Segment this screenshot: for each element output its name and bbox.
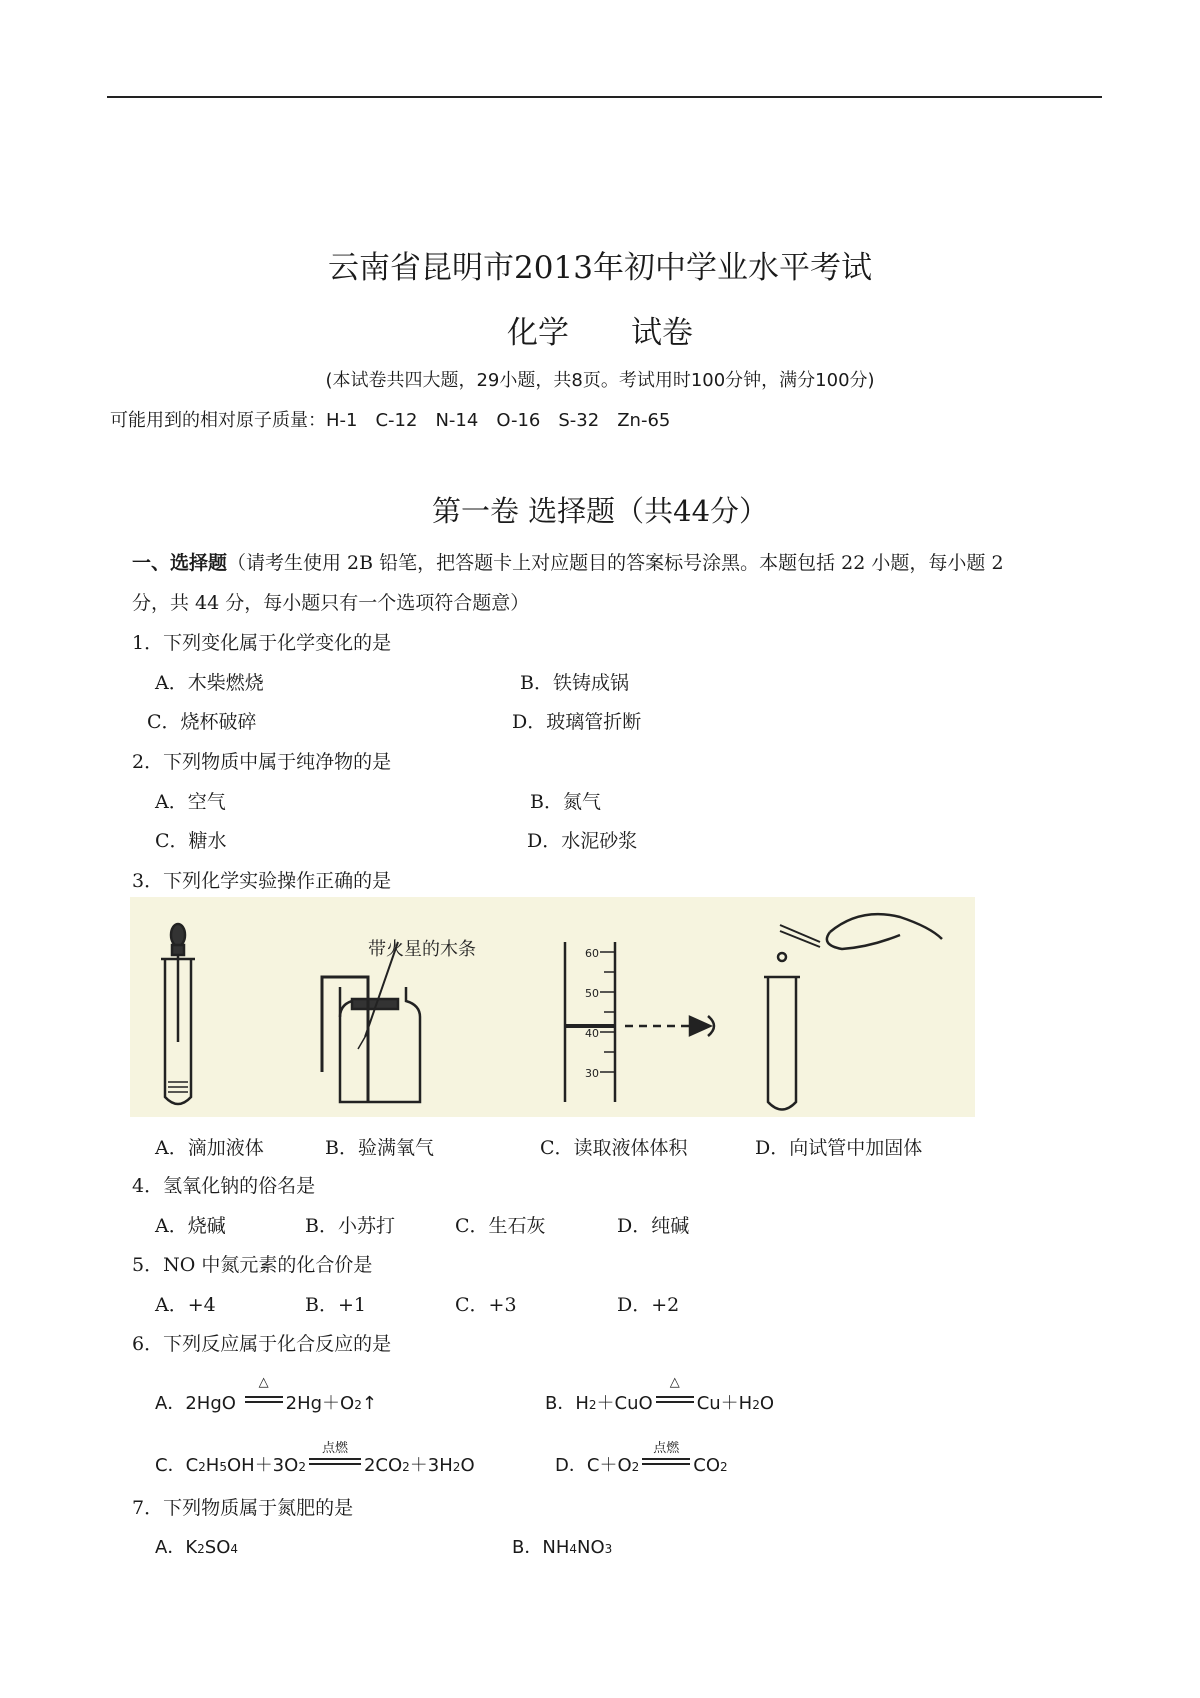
q1-option-b: B．铁铸成锅 (520, 672, 629, 694)
q2-option-b: B．氮气 (530, 791, 601, 813)
gas-bottle-diagram (322, 942, 420, 1102)
q1-option-d: D．玻璃管折断 (512, 711, 642, 733)
exam-subtitle: 化学 试卷 (507, 315, 693, 351)
q2-option-a: A．空气 (155, 791, 226, 813)
exam-info: (本试卷共四大题，29小题，共8页。考试用时100分钟，满分100分) (325, 370, 875, 391)
q7-option-b: B． NH 4 NO 3 (512, 1533, 612, 1559)
scale-60: 60 (585, 947, 599, 960)
q4-option-d: D．纯碱 (617, 1215, 690, 1237)
q6-option-b: B． H 2 ＋CuO △ Cu＋H $_2$ O (545, 1375, 775, 1414)
q4-option-a: A．烧碱 (155, 1215, 226, 1237)
q5-option-b: B．+1 (305, 1294, 366, 1316)
q6-c-label: C． (155, 1455, 186, 1476)
q6-option-c: C． C 2 H 5 OH＋3O 2 点燃 2CO $_2$ ＋3H 2 O (155, 1441, 475, 1476)
lab-operations-figure (130, 897, 975, 1117)
q5-option-a: A．+4 (155, 1294, 216, 1316)
q7-stem: 7．下列物质属于氮肥的是 (132, 1497, 354, 1519)
q6-b-label: B． (545, 1393, 576, 1414)
q1-stem: 1．下列变化属于化学变化的是 (132, 632, 392, 654)
scale-30: 30 (585, 1067, 599, 1080)
q6-stem: 6．下列反应属于化合反应的是 (132, 1333, 392, 1355)
header-rule (107, 96, 1102, 98)
section-heading-bold: 一、选择题 (132, 552, 228, 574)
q1-option-a: A．木柴燃烧 (155, 672, 264, 694)
q3-option-a: A．滴加液体 (155, 1137, 264, 1159)
q2-stem: 2．下列物质中属于纯净物的是 (132, 751, 392, 773)
exam-title: 云南省昆明市2013年初中学业水平考试 (328, 250, 872, 286)
q4-stem: 4．氢氧化钠的俗名是 (132, 1175, 316, 1197)
q5-stem: 5．NO 中氮元素的化合价是 (132, 1254, 373, 1276)
scale-50: 50 (585, 987, 599, 1000)
q7-b-label: B． (512, 1537, 543, 1558)
heat-condition: △ (243, 1385, 285, 1409)
splint-label: 带火星的木条 (368, 939, 476, 960)
heat-condition: △ (654, 1385, 696, 1409)
q6-option-a: A． 2HgO △ 2Hg＋O $_2$ ↑ (155, 1375, 377, 1414)
q4-option-c: C．生石灰 (455, 1215, 546, 1237)
q3-option-c: C．读取液体体积 (540, 1137, 688, 1159)
q5-option-c: C．+3 (455, 1294, 517, 1316)
section-instructions (132, 548, 1004, 575)
atomic-masses: 可能用到的相对原子质量：H-1 C-12 N-14 O-16 S-32 Zn-65 (110, 410, 671, 431)
q7-a-label: A． (155, 1537, 186, 1558)
q1-option-c: C．烧杯破碎 (147, 711, 257, 733)
q7-option-a: A． K 2 SO 4 (155, 1533, 238, 1559)
section-instructions-line2: 分，共 44 分，每小题只有一个选项符合题意） (132, 592, 530, 614)
q2-option-d: D．水泥砂浆 (527, 830, 638, 852)
q3-option-b: B．验满氧气 (325, 1137, 434, 1159)
dropper-test-tube-diagram (161, 924, 195, 1104)
q6-d-label: D． (555, 1455, 587, 1476)
q5-option-d: D．+2 (617, 1294, 680, 1316)
tweezers-test-tube-diagram (764, 914, 942, 1109)
q6-option-d: D． C＋O 2 点燃 CO $_2$ (555, 1441, 728, 1476)
q2-option-c: C．糖水 (155, 830, 227, 852)
section-title: 第一卷 选择题（共44分） (431, 494, 769, 528)
ignite-condition: 点燃 (307, 1447, 363, 1471)
q3-option-d: D．向试管中加固体 (755, 1137, 923, 1159)
q6-a-label: A． (155, 1393, 186, 1414)
q3-stem: 3．下列化学实验操作正确的是 (132, 870, 392, 892)
scale-40: 40 (585, 1027, 599, 1040)
ignite-condition: 点燃 (640, 1447, 692, 1471)
q4-option-b: B．小苏打 (305, 1215, 395, 1237)
section-heading-rest: （请考生使用 2B 铅笔，把答题卡上对应题目的答案标号涂黑。本题包括 22 小题，每小题 2 (227, 552, 1004, 574)
